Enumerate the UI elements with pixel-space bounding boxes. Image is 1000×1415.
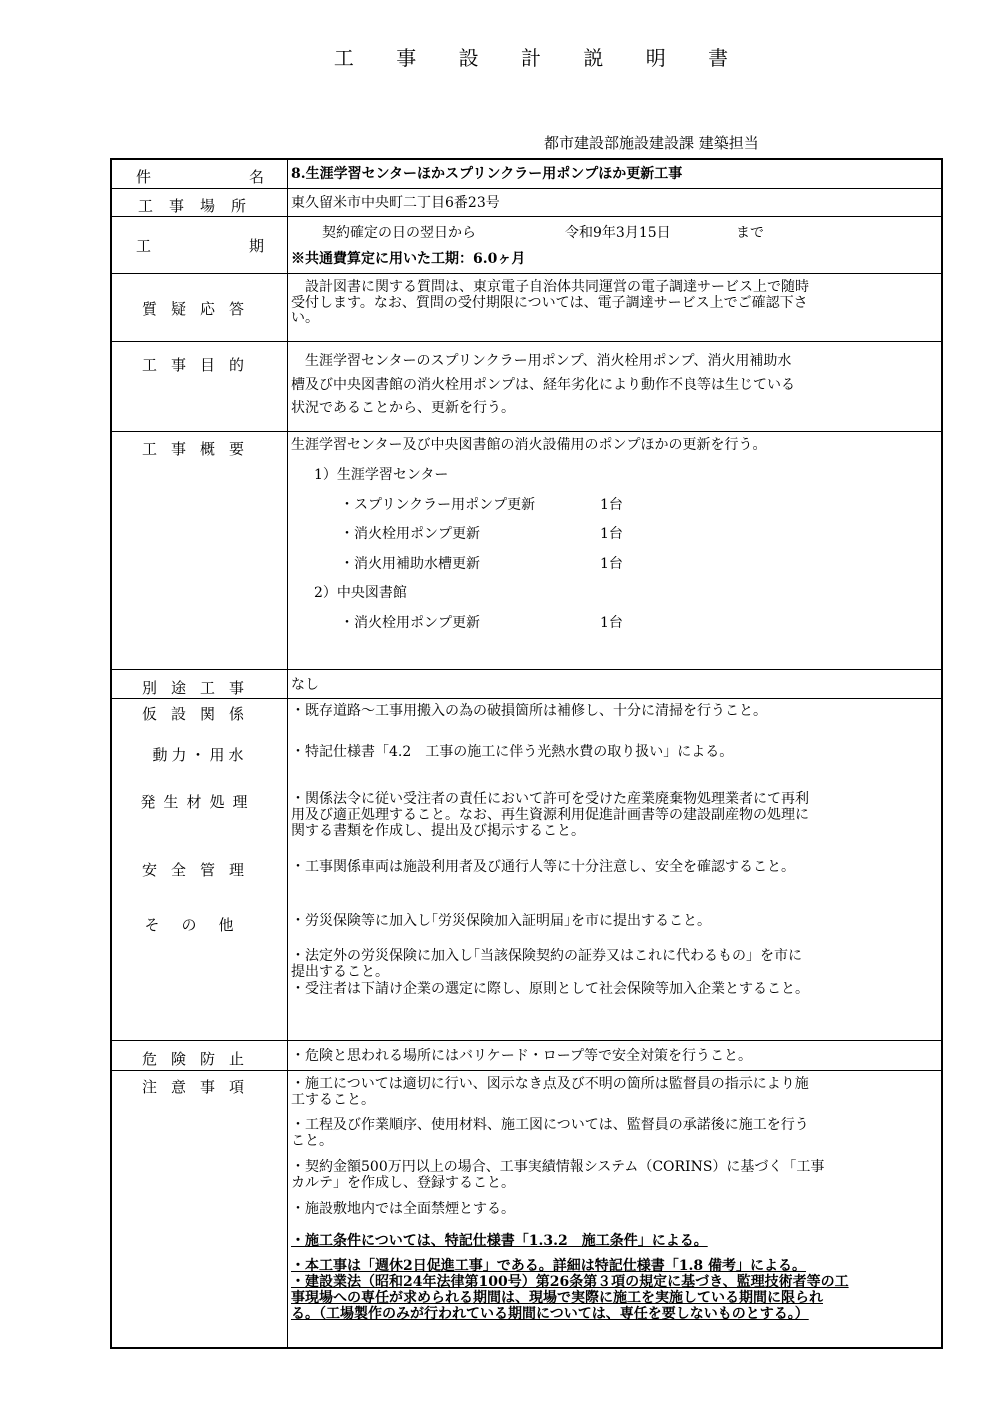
- danger-value: ・危険と思われる場所にはバリケード・ロープ等で安全対策を行うこと。: [291, 1048, 753, 1064]
- label-danger: 危険防止: [141, 1050, 258, 1068]
- qa-line-2: 受付します。なお、質問の受付期限については、電子調達サービス上でご確認下さ: [291, 295, 808, 311]
- overview-item-qty: 1台: [600, 556, 623, 572]
- row-period: [112, 217, 941, 274]
- overview-item-qty: 1台: [600, 497, 623, 513]
- label-char: 件: [136, 168, 152, 186]
- page-title: 工 事 設 計 説 明 書: [333, 46, 747, 70]
- waste-line-1: ・関係法令に従い受注者の責任において許可を受けた産業廃棄物処理業者にて再利: [291, 791, 809, 807]
- label-qa: 質疑応答: [141, 300, 258, 318]
- notes-p1-line-1: ・施工については適切に行い、図示なき点及び不明の箇所は監督員の指示により施: [291, 1076, 809, 1092]
- other-line-2: ・法定外の労災保険に加入し｢当該保険契約の証券又はこれに代わるもの」を市に: [291, 948, 802, 964]
- period-end-date: 令和9年3月15日: [565, 225, 671, 241]
- waste-line-2: 用及び適正処理すること。なお、再生資源利用促進計画書等の建設副産物の処理に: [291, 807, 809, 823]
- label-location: 工事場所: [137, 197, 262, 215]
- label-char: 期: [248, 237, 264, 255]
- qa-line-3: い。: [291, 310, 319, 326]
- overview-item: ・消火栓用ポンプ更新: [340, 526, 480, 542]
- other-line-1: ・労災保険等に加入し｢労災保険加入証明届｣を市に提出すること。: [291, 913, 711, 929]
- period-until: まで: [736, 225, 764, 241]
- project-location: 東久留米市中央町二丁目6番23号: [291, 195, 500, 211]
- notes-p5: ・施工条件については、特記仕様書「1.3.2 施工条件」による。: [291, 1233, 708, 1249]
- period-start: 契約確定の日の翌日から: [322, 225, 476, 241]
- notes-p7-line-2: 事現場への専任が求められる期間は、現場で実際に施工を実施している期間に限られ: [291, 1290, 823, 1306]
- purpose-line-1: 生涯学習センターのスプリンクラー用ポンプ、消火栓用ポンプ、消火用補助水: [291, 353, 792, 369]
- notes-p3-line-2: カルテ」を作成し、登録すること。: [291, 1175, 515, 1191]
- other-line-3: 提出すること。: [291, 964, 389, 980]
- overview-intro: 生涯学習センター及び中央図書館の消火設備用のポンプほかの更新を行う。: [291, 437, 767, 453]
- notes-p6: ・本工事は「週休2日促進工事」である。詳細は特記仕様書「1.8 備考」による。: [291, 1258, 806, 1274]
- overview-item: ・消火用補助水槽更新: [340, 556, 480, 572]
- row-overview: [112, 432, 941, 670]
- label-safety: 安全管理: [141, 861, 258, 879]
- notes-p1-line-2: 工すること。: [291, 1092, 375, 1108]
- overview-group-2-heading: 2）中央図書館: [314, 585, 407, 601]
- period-note: ※共通費算定に用いた工期：6.0ヶ月: [291, 251, 526, 267]
- row-notes: [112, 1071, 941, 1347]
- overview-item: ・スプリンクラー用ポンプ更新: [340, 497, 536, 513]
- overview-item-qty: 1台: [600, 526, 623, 542]
- label-period: [136, 235, 264, 256]
- waste-line-3: 関する書類を作成し、提出及び掲示すること。: [291, 823, 585, 839]
- row-purpose: [112, 342, 941, 432]
- power-value: ・特記仕様書「4.2 工事の施工に伴う光熱水費の取り扱い」による。: [291, 744, 734, 760]
- overview-item-qty: 1台: [600, 615, 623, 631]
- separate-value: なし: [291, 677, 319, 693]
- safety-value: ・工事関係車両は施設利用者及び通行人等に十分注意し、安全を確認すること。: [291, 859, 795, 875]
- department-label: 都市建設部施設建設課 建築担当: [544, 134, 759, 152]
- label-waste: 発生材処理: [140, 793, 256, 811]
- row-separate: [112, 670, 941, 699]
- purpose-line-2: 槽及び中央図書館の消火栓用ポンプは、経年劣化により動作不良等は生じている: [291, 377, 795, 393]
- notes-p7-line-3: る。（工場製作のみが行われている期間については、専任を要しないものとする。）: [291, 1306, 809, 1322]
- notes-p4: ・施設敷地内では全面禁煙とする。: [291, 1201, 515, 1217]
- overview-item: ・消火栓用ポンプ更新: [340, 615, 480, 631]
- notes-p2-line-2: こと。: [291, 1133, 333, 1149]
- label-temporary: 仮設関係: [141, 705, 258, 723]
- notes-p2-line-1: ・工程及び作業順序、使用材料、施工図については、監督員の承諾後に施工を行う: [291, 1117, 809, 1133]
- notes-p7-line-1: ・建設業法（昭和24年法律第100号）第26条第３項の規定に基づき、監理技術者等の工: [291, 1274, 849, 1290]
- label-overview: 工事概要: [141, 440, 258, 458]
- qa-line-1: 設計図書に関する質問は、東京電子自治体共同運営の電子調達サービス上で随時: [291, 279, 809, 295]
- project-name: 8.生涯学習センターほかスプリンクラー用ポンプほか更新工事: [291, 166, 683, 182]
- overview-group-1-heading: 1）生涯学習センター: [314, 467, 449, 483]
- label-other: その他: [144, 916, 256, 934]
- label-purpose: 工事目的: [141, 356, 258, 374]
- label-notes: 注意事項: [141, 1078, 258, 1096]
- purpose-line-3: 状況であることから、更新を行う。: [291, 400, 515, 416]
- row-location: [112, 189, 941, 217]
- row-name: [112, 160, 941, 189]
- label-name: [136, 166, 264, 187]
- temporary-value: ・既存道路～工事用搬入の為の破損箇所は補修し、十分に清掃を行うこと。: [291, 703, 767, 719]
- row-danger: [112, 1041, 941, 1071]
- design-spec-table: [110, 158, 943, 1349]
- label-char: 名: [248, 168, 264, 186]
- notes-p3-line-1: ・契約金額500万円以上の場合、工事実績情報システム（CORINS）に基づく「工事: [291, 1159, 825, 1175]
- row-qa: [112, 274, 941, 342]
- row-site-conditions: [112, 699, 941, 1041]
- label-char: 工: [136, 237, 152, 255]
- label-power: 動力・用水: [152, 746, 248, 764]
- other-line-4: ・受注者は下請け企業の選定に際し、原則として社会保険等加入企業とすること。: [291, 981, 809, 997]
- label-separate: 別途工事: [141, 679, 258, 697]
